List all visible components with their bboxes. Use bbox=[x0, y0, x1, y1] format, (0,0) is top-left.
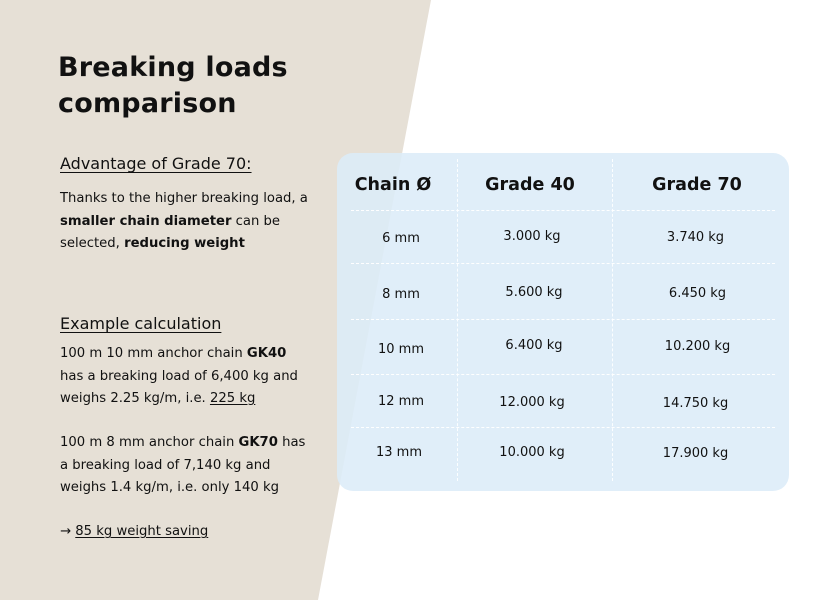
example-gk70-text: 100 m 8 mm anchor chain GK70 has a breaking load of 7,140 kg and weighs 1.4 kg/m, i.e. only 140 kg bbox=[60, 435, 306, 495]
table-cell: 10.200 kg bbox=[664, 339, 731, 354]
table-cell: 10.000 kg bbox=[499, 445, 565, 460]
header-chain-diameter: Chain Ø bbox=[354, 175, 432, 195]
column-divider bbox=[612, 159, 613, 481]
arrow-right-icon: → bbox=[60, 524, 72, 539]
table-cell: 8 mm bbox=[382, 287, 420, 302]
header-grade-70: Grade 70 bbox=[652, 175, 742, 195]
table-cell: 6.450 kg bbox=[668, 286, 727, 301]
breaking-load-table bbox=[337, 153, 789, 491]
advantage-text: Thanks to the higher breaking load, a smaller chain diameter can be selected, reducing weight bbox=[60, 191, 308, 251]
row-divider bbox=[351, 263, 775, 264]
table-cell: 5.600 kg bbox=[505, 285, 563, 300]
example-heading: Example calculation bbox=[60, 314, 222, 333]
page-title: Breaking loads comparison bbox=[58, 52, 288, 119]
header-grade-40: Grade 40 bbox=[485, 175, 575, 195]
row-divider bbox=[351, 210, 775, 211]
table-cell: 14.750 kg bbox=[662, 396, 729, 411]
table-cell: 13 mm bbox=[375, 445, 422, 460]
gk40-total-weight: 225 kg bbox=[209, 391, 256, 406]
reducing-weight-emphasis: reducing weight bbox=[124, 236, 245, 251]
table-cell: 3.740 kg bbox=[666, 230, 725, 245]
weight-saving-line bbox=[60, 522, 208, 542]
example-gk40-text: 100 m 10 mm anchor chain GK40 has a breaking load of 6,400 kg and weighs 2.25 kg/m, i.e. 225 kg bbox=[60, 346, 298, 406]
row-divider bbox=[351, 374, 775, 375]
advantage-heading: Advantage of Grade 70: bbox=[60, 154, 252, 173]
table-cell: 3.000 kg bbox=[503, 229, 561, 244]
table-cell: 12.000 kg bbox=[499, 395, 565, 410]
row-divider bbox=[351, 427, 775, 428]
gk70-label: GK70 bbox=[238, 435, 278, 450]
gk40-label: GK40 bbox=[246, 346, 287, 361]
table-cell: 6.400 kg bbox=[505, 338, 563, 353]
table-cell: 10 mm bbox=[377, 342, 424, 357]
column-divider bbox=[457, 159, 458, 481]
table-cell: 6 mm bbox=[382, 231, 420, 246]
table-cell: 17.900 kg bbox=[662, 446, 729, 461]
table-cell: 12 mm bbox=[377, 394, 424, 409]
weight-saving-text: 85 kg weight saving bbox=[75, 524, 209, 539]
smaller-diameter-emphasis: smaller chain diameter bbox=[60, 213, 232, 229]
row-divider bbox=[351, 319, 775, 320]
